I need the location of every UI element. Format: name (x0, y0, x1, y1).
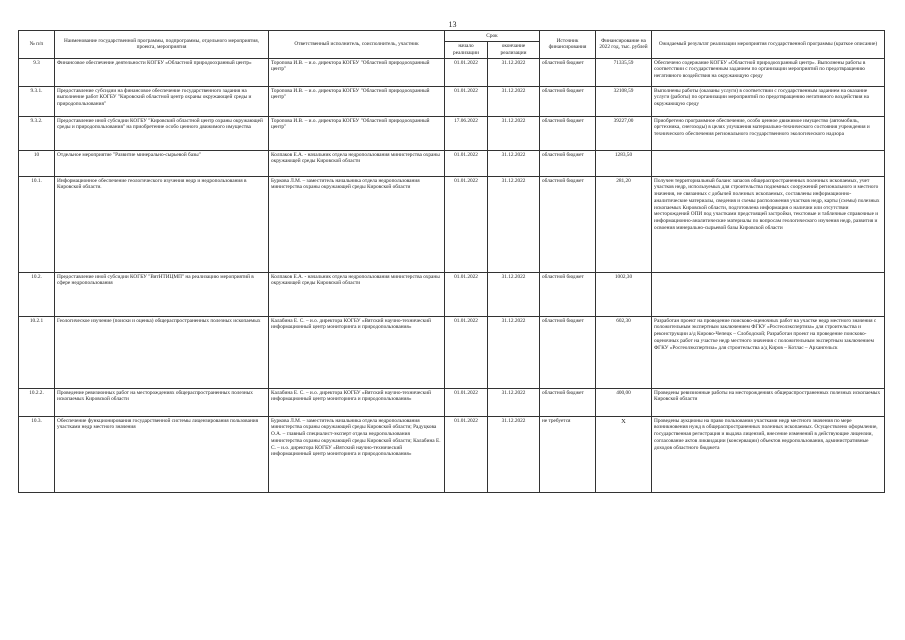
row-name: Обеспечение функционирования государственной системы лицензирования пользования участками недр местного значения (55, 416, 269, 492)
row-num: 10.2.2. (19, 388, 55, 416)
table-row (19, 86, 885, 116)
row-amount: 1283,50 (596, 150, 652, 176)
row-start: 01.01.2022 (445, 416, 488, 492)
row-end: 31.12.2022 (488, 272, 540, 316)
header-term: Срок (445, 31, 540, 42)
row-name: Предоставление иной субсидии КОГБУ "Кировский областной центр охраны окружающей среды и природопользования" на приобретение особо ценного движимого имущества (55, 116, 269, 150)
header-name: Наименование государственной программы, подпрограммы, отдельного мероприятия, проекта, мероприятия (55, 31, 269, 59)
row-end: 31.12.2022 (488, 86, 540, 116)
row-amount: 602,30 (596, 316, 652, 388)
row-name: Геологическое изучение (поиски и оценка) общераспространенных полезных ископаемых (55, 316, 269, 388)
row-name: Информационное обеспечение геологического изучения недр и недропользования в Кировской области. (55, 176, 269, 272)
row-executor: Торопова И.В. – и.о. директора КОГБУ "Областной природоохранный центр" (269, 116, 445, 150)
row-source: областной бюджет (540, 272, 596, 316)
row-name: Финансовое обеспечение деятельности КОГБУ «Областной природоохранный центр» (55, 58, 269, 86)
table-row (19, 150, 885, 176)
row-num: 10.2.1 (19, 316, 55, 388)
row-start: 01.01.2022 (445, 272, 488, 316)
header-source: Источник финансирования (540, 31, 596, 59)
row-source: областной бюджет (540, 86, 596, 116)
row-end: 31.12.2022 (488, 176, 540, 272)
row-start: 01.01.2022 (445, 86, 488, 116)
row-name: Предоставление иной субсидии КОГБУ "ВятНТИЦМП" на реализацию мероприятий в сфере недропользования (55, 272, 269, 316)
row-start: 01.01.2022 (445, 388, 488, 416)
row-num: 10 (19, 150, 55, 176)
row-start: 01.01.2022 (445, 58, 488, 86)
row-amount: 39227,00 (596, 116, 652, 150)
table-row (19, 176, 885, 272)
row-end: 31.12.2022 (488, 388, 540, 416)
header-num: № п/п (19, 31, 55, 59)
table-row (19, 58, 885, 86)
row-amount: 400,00 (596, 388, 652, 416)
row-result: Проведены ревизионные работы на месторождениях общераспространенных полезных ископаемых Кировской области (652, 388, 885, 416)
row-result: Обеспечено содержание КОГБУ «Областной природоохранный центр». Выполнены работы в соответствии с государственным заданием по организации мероприятий по предотвращению негативного воздействия на окружающую среду (652, 58, 885, 86)
row-name: Проведение ревизионных работ на месторождениях общераспространенных полезных ископаемых Кировской области (55, 388, 269, 416)
row-result: Проведены аукционы на право пользования участками недр местного значения по мере возникновения нужд в общераспространенных полезных ископаемых. Осуществлено оформление, государственная регистрация и выдача лицензий, внесение изменений в действующие лицензии, согласование актов ликвидации (консервации) объектов недропользования, административные доходов областного бюджета (652, 416, 885, 492)
program-table (18, 30, 885, 493)
header-executor: Ответственный исполнитель, соисполнитель, участник (269, 31, 445, 59)
row-result (652, 150, 885, 176)
table-row (19, 272, 885, 316)
row-num: 10.1. (19, 176, 55, 272)
table-row (19, 416, 885, 492)
row-result (652, 272, 885, 316)
row-source: областной бюджет (540, 316, 596, 388)
page-number: 13 (448, 20, 457, 29)
row-executor: Калабина Е. С. – и.о. директора КОГБУ «Вятский научно-технический информационный центр мониторинга и природопользования» (269, 316, 445, 388)
row-end: 31.12.2022 (488, 116, 540, 150)
row-source: областной бюджет (540, 58, 596, 86)
row-num: 10.2. (19, 272, 55, 316)
row-name: Предоставление субсидии на финансовое обеспечение государственного задания на выполнение работ КОГБУ "Кировский областной центр охраны окружающей среды и природопользования" (55, 86, 269, 116)
row-executor: Буркова Л.М. – заместитель начальника отдела недропользования министерства охраны окружающей среды Кировской области (269, 176, 445, 272)
row-result: Получен территориальный баланс запасов общераспространенных полезных ископаемых, учет участков недр, используемых для строительства подземных сооружений регионального и местного значения, не связанных с добычей полезных ископаемых, составлены информационно-аналитические материалы, сведения и схемы расположения участков недр, карты (схемы) полезных ископаемых Кировской области, подготовлена информация о наличии или отсутствии месторождений ОПИ под участками предстоящей застройки, текстовые и табличные справочные и информационно-аналитические материалы по вопросам геологического изучения недр, развития и освоения минерально-сырьевой базы Кировской области (652, 176, 885, 272)
row-result: Приобретено программное обеспечение, особо ценное движимое имущество (автомобиль, оргтехника, снегоходы) в целях улучшения материально-технического состояния учреждения и технического обеспечения регионального государственного экологического надзора (652, 116, 885, 150)
header-start: начало реализации (445, 42, 488, 59)
row-result: Разработан проект на проведение поисково-оценочных работ на участке недр местного значения с положительным экспертным заключением ФГКУ «Росгеолэкспертиза» для строительства и реконструкции а/д Кирово-Чепецк – Слободской; Разработан проект на проведение поисково-оценочных работ на участке недр местного значения с положительным экспертным заключением ФГКУ «Росгеолэкспертиза» для строительства а/д Киров – Котлас – Архангельск (652, 316, 885, 388)
row-executor: Торопова И.В. – и.о. директора КОГБУ "Областной природоохранный центр" (269, 58, 445, 86)
row-source: областной бюджет (540, 176, 596, 272)
table-row (19, 388, 885, 416)
row-name: Отдельное мероприятие "Развитие минерально-сырьевой базы" (55, 150, 269, 176)
row-end: 31.12.2022 (488, 316, 540, 388)
row-executor: Калабина Е. С. – и.о. директора КОГБУ «Вятский научно-технический информационный центр мониторинга и природопользования» (269, 388, 445, 416)
row-amount: 1002,30 (596, 272, 652, 316)
row-amount: Х (596, 416, 652, 492)
row-end: 31.12.2022 (488, 150, 540, 176)
row-source: областной бюджет (540, 116, 596, 150)
header-amount: Финансирование на 2022 год, тыс. рублей (596, 31, 652, 59)
row-start: 01.01.2022 (445, 316, 488, 388)
row-executor: Колпаков Е.А. - начальник отдела недропользования министерства охраны окружающей среды Кировской области (269, 272, 445, 316)
row-executor: Колпаков Е.А. - начальник отдела недропользования министерства охраны окружающей среды Кировской области (269, 150, 445, 176)
header-end: окончание реализации (488, 42, 540, 59)
table-row (19, 316, 885, 388)
row-start: 01.01.2022 (445, 176, 488, 272)
row-end: 31.12.2022 (488, 416, 540, 492)
row-amount: 32108,59 (596, 86, 652, 116)
row-num: 9.3.2. (19, 116, 55, 150)
table-row (19, 116, 885, 150)
row-num: 9.3 (19, 58, 55, 86)
row-num: 10.3. (19, 416, 55, 492)
row-source: не требуется (540, 416, 596, 492)
row-amount: 71335,59 (596, 58, 652, 86)
row-result: Выполнены работы (оказаны услуги) в соответствии с государственным заданием на оказание услуги (работы) по организации мероприятий по предотвращению негативного воздействия на окружающую среду (652, 86, 885, 116)
row-start: 17.06.2022 (445, 116, 488, 150)
row-start: 01.01.2022 (445, 150, 488, 176)
header-result: Ожидаемый результат реализации мероприятия государственной программы (краткое описание) (652, 31, 885, 59)
row-executor: Торопова И.В. – и.о. директора КОГБУ "Областной природоохранный центр" (269, 86, 445, 116)
row-amount: 281,20 (596, 176, 652, 272)
row-source: областной бюджет (540, 150, 596, 176)
row-source: областной бюджет (540, 388, 596, 416)
row-executor: Буркова Л.М. – заместитель начальника отдела недропользования министерства охраны окружающей среды Кировской области; Радуцкова О.А. – главный специалист-эксперт отдела недропользования министерства охраны окружающей среды Кировской области; Калабина Е. С. – и.о. директора КОГБУ «Вятский научно-технический информационный центр мониторинга и природопользования» (269, 416, 445, 492)
row-num: 9.3.1. (19, 86, 55, 116)
row-end: 31.12.2022 (488, 58, 540, 86)
